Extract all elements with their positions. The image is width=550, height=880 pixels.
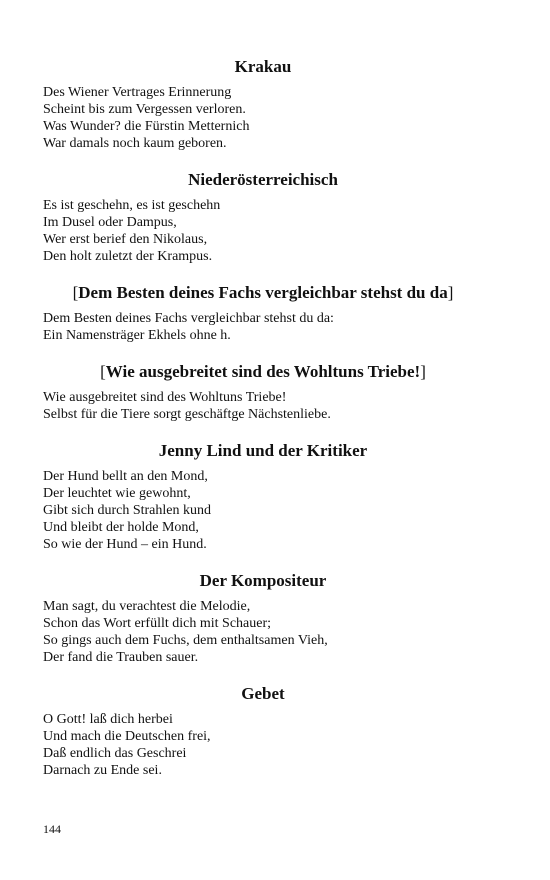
poem-title-text: Wie ausgebreitet sind des Wohltuns Triebe! xyxy=(105,362,421,381)
poem-line: Und bleibt der holde Mond, xyxy=(43,520,199,535)
poem-line: Gibt sich durch Strahlen kund xyxy=(43,503,211,518)
poem-line: Und mach die Deutschen frei, xyxy=(43,729,211,744)
poem-line: Des Wiener Vertrages Erinnerung xyxy=(43,85,232,100)
poem-title xyxy=(43,361,483,383)
poem-lines xyxy=(43,197,483,265)
poem-gebet xyxy=(43,683,483,779)
title-bracket-close: ] xyxy=(447,283,454,302)
poem-line: Es ist geschehn, es ist geschehn xyxy=(43,198,221,213)
page-number: 144 xyxy=(43,822,61,836)
poem-line: Schon das Wort erfüllt dich mit Schauer; xyxy=(43,616,272,631)
poem-line: Man sagt, du verachtest die Melodie, xyxy=(43,599,251,614)
poem-line: Was Wunder? die Fürstin Metternich xyxy=(43,119,250,134)
poem-title-text: Jenny Lind und der Kritiker xyxy=(158,441,368,460)
poem-line: O Gott! laß dich herbei xyxy=(43,712,173,727)
poem-title xyxy=(43,282,483,304)
poem-title xyxy=(43,570,483,592)
poem-title-text: Der Kompositeur xyxy=(199,571,327,590)
poem-line: Im Dusel oder Dampus, xyxy=(43,215,177,230)
poem-line: So gings auch dem Fuchs, dem enthaltsamen Vieh, xyxy=(43,633,328,648)
poem-jenny-lind xyxy=(43,440,483,553)
poem-line: Daß endlich das Geschrei xyxy=(43,746,187,761)
poem-line: So wie der Hund – ein Hund. xyxy=(43,537,207,552)
poem-line: Der fand die Trauben sauer. xyxy=(43,650,199,665)
poem-line: Der Hund bellt an den Mond, xyxy=(43,469,208,484)
poem-dem-besten xyxy=(43,282,483,344)
title-bracket-open: [ xyxy=(100,362,106,381)
poem-title-text: Gebet xyxy=(241,684,285,703)
poem-lines xyxy=(43,711,483,779)
poem-line: Darnach zu Ende sei. xyxy=(43,763,162,778)
poem-wie-ausgebreitet xyxy=(43,361,483,423)
poem-title xyxy=(43,169,483,191)
poem-title xyxy=(43,440,483,462)
poem-line: Dem Besten deines Fachs vergleichbar stehst du da: xyxy=(43,311,334,326)
poem-line: War damals noch kaum geboren. xyxy=(43,136,227,151)
title-bracket-close: ] xyxy=(420,362,426,381)
poem-lines xyxy=(43,468,483,553)
poem-line: Ein Namensträger Ekhels ohne h. xyxy=(43,328,231,343)
poem-kompositeur xyxy=(43,570,483,666)
page-body xyxy=(43,56,483,796)
poem-title xyxy=(43,56,483,78)
poem-line: Selbst für die Tiere sorgt geschäftge Nächstenliebe. xyxy=(43,407,331,422)
title-bracket-open: [ xyxy=(72,283,79,302)
poem-line: Wer erst berief den Nikolaus, xyxy=(43,232,208,247)
poem-title-text: Dem Besten deines Fachs vergleichbar stehst du da xyxy=(78,283,448,302)
poem-line: Wie ausgebreitet sind des Wohltuns Triebe! xyxy=(43,390,287,405)
poem-line: Scheint bis zum Vergessen verloren. xyxy=(43,102,246,117)
poem-lines xyxy=(43,310,483,344)
poem-title xyxy=(43,683,483,705)
poem-title-text: Niederösterreichisch xyxy=(188,170,338,189)
poem-line: Den holt zuletzt der Krampus. xyxy=(43,249,213,264)
poem-krakau xyxy=(43,56,483,152)
poem-lines xyxy=(43,389,483,423)
poem-title-text: Krakau xyxy=(234,57,292,76)
poem-lines xyxy=(43,84,483,152)
poem-niederoesterreichisch xyxy=(43,169,483,265)
poem-line: Der leuchtet wie gewohnt, xyxy=(43,486,191,501)
poem-lines xyxy=(43,598,483,666)
